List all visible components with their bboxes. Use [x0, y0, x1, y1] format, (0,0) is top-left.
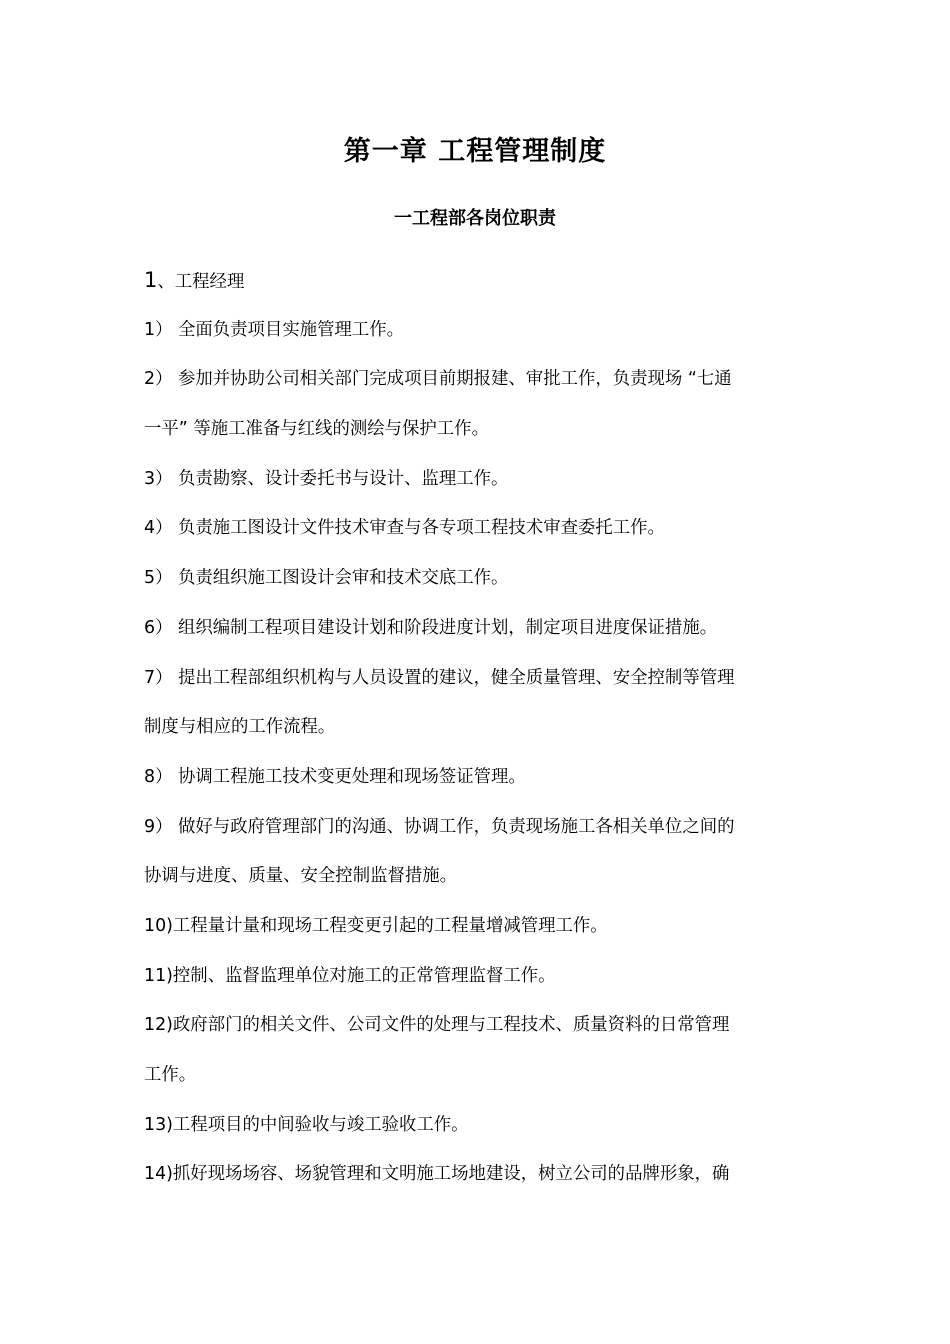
subheading-number: 1 — [144, 268, 158, 292]
paragraph-line: 10)工程量计量和现场工程变更引起的工程量增减管理工作。 — [144, 915, 608, 936]
chapter-title: 第一章 工程管理制度 — [343, 136, 607, 167]
paragraph-line: 制度与相应的工作流程。 — [144, 717, 336, 738]
paragraph-line: 协调与进度、质量、安全控制监督措施。 — [144, 866, 458, 887]
section-title: 一工程部各岗位职责 — [394, 208, 556, 229]
paragraph-line: 12)政府部门的相关文件、公司文件的处理与工程技术、质量资料的日常管理 — [144, 1015, 730, 1036]
paragraph-line: 3） 负责勘察、设计委托书与设计、监理工作。 — [144, 468, 509, 489]
subheading-engineering-manager — [144, 256, 806, 306]
paragraph-line: 4） 负责施工图设计文件技术审查与各专项工程技术审查委托工作。 — [144, 518, 665, 539]
paragraph-line: 工作。 — [144, 1065, 197, 1085]
paragraph-line: 1） 全面负责项目实施管理工作。 — [144, 319, 405, 340]
paragraph-line: 13)工程项目的中间验收与竣工验收工作。 — [144, 1114, 469, 1135]
paragraph-line: 一平” 等施工准备与红线的测绘与保护工作。 — [144, 419, 489, 440]
paragraph-line: 2） 参加并协助公司相关部门完成项目前期报建、审批工作，负责现场 “七通 — [144, 369, 732, 390]
paragraph-line: 8） 协调工程施工技术变更处理和现场签证管理。 — [144, 766, 526, 787]
paragraph-line: 11)控制、监督监理单位对施工的正常管理监督工作。 — [144, 965, 556, 986]
document-body — [144, 256, 806, 1200]
paragraph-line: 5） 负责组织施工图设计会审和技术交底工作。 — [144, 568, 509, 589]
paragraph-line: 14)抓好现场场容、场貌管理和文明施工场地建设，树立公司的品牌形象，确 — [144, 1164, 730, 1185]
subheading-text: 、工程经理 — [157, 272, 245, 292]
paragraph-line: 7） 提出工程部组织机构与人员设置的建议，健全质量管理、安全控制等管理 — [144, 667, 735, 688]
paragraph-line: 9） 做好与政府管理部门的沟通、协调工作，负责现场施工各相关单位之间的 — [144, 816, 735, 837]
paragraph-line: 6） 组织编制工程项目建设计划和阶段进度计划，制定项目进度保证措施。 — [144, 617, 718, 638]
